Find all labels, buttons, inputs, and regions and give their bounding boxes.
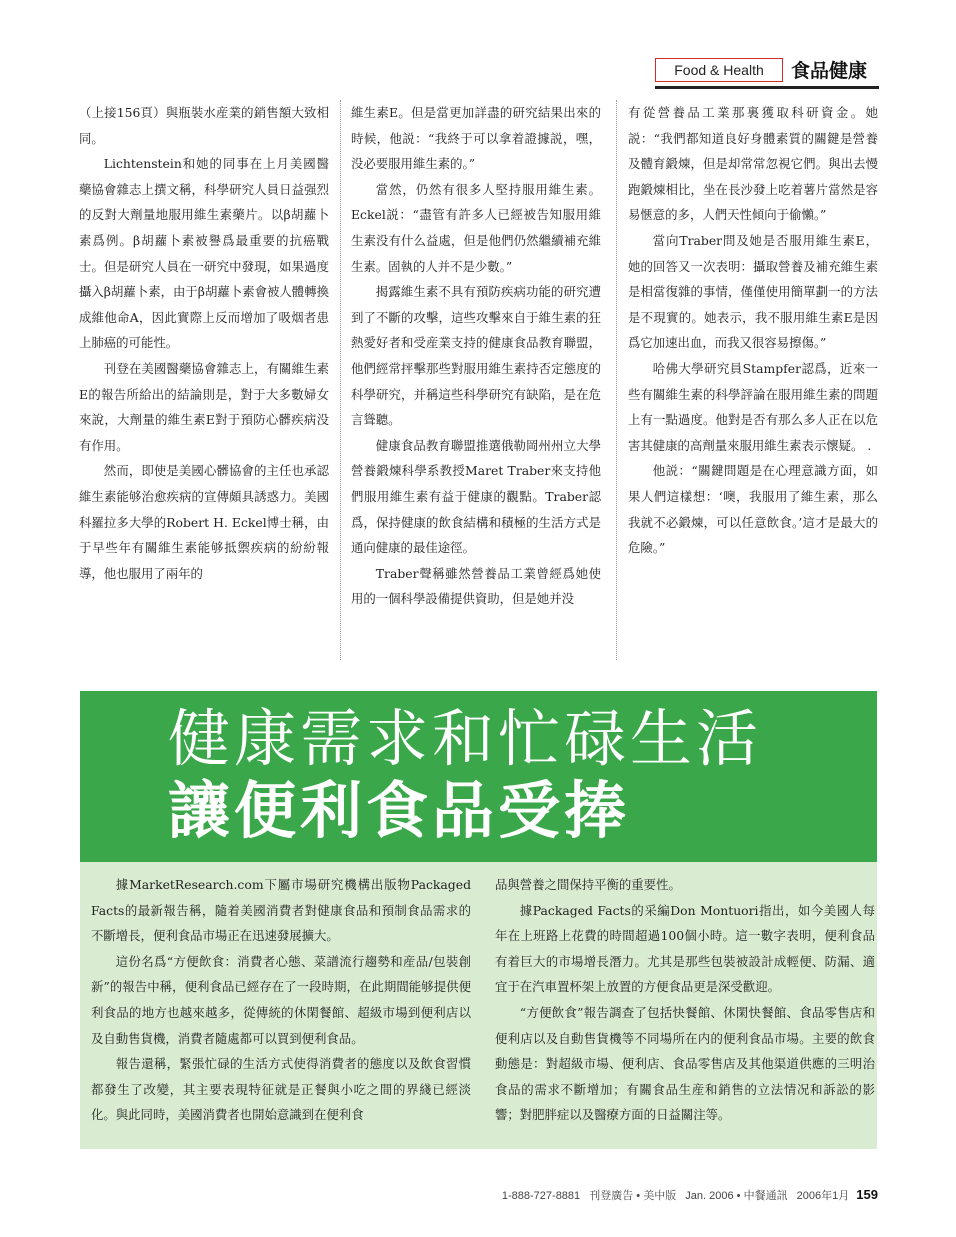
paragraph: 健康食品教育聯盟推選俄勒岡州州立大學營養鍛煉科學系教授Maret Traber來支持他們服用維生素有益于健康的觀點。Traber認爲，保持健康的飲食結構和積極的生活方式是通向健康的最佳途徑。 — [351, 437, 601, 556]
article-column-3 — [628, 100, 878, 561]
paragraph: 據Packaged Facts的采編Don Montuori指出，如今美國人每年在上班路上花費的時間超過100個小時。這一數字表明，便利食品有着巨大的市場增長潛力。尤其是那些包裝被設計成輕便、防漏、適宜于在汽車置杯架上放置的方便食品更是深受歡迎。 — [495, 902, 875, 995]
column-divider — [340, 100, 342, 660]
article-column-2 — [351, 100, 601, 612]
headline-banner — [80, 691, 877, 862]
paragraph: Lichtenstein和她的同事在上月美國醫藥協會雜志上撰文稱，科學研究人員日益强烈的反對大劑量地服用維生素藥片。以β胡蘿卜素爲例。β胡蘿卜素被譽爲最重要的抗癌戰士。但是研究人員在一研究中發現，如果過度攝入β胡蘿卜素，由于β胡蘿卜素會被人體轉換成維他命A，因此實際上反而增加了吸烟者患上肺癌的可能性。 — [79, 156, 329, 351]
paragraph: 哈佛大學研究員Stampfer認爲，近來一些有關維生素的科學評論在服用維生素的問題上有一點過度。他對是否有那么多人正在以危害其健康的高劑量來服用維生素表示懷疑。 . — [628, 360, 878, 453]
column-divider — [616, 100, 618, 660]
footer-publication-2: 中餐通訊 — [743, 1190, 788, 1202]
footer-phone: 1-888-727-8881 — [501, 1190, 581, 1202]
section-header — [655, 58, 879, 84]
paragraph: （上接156頁）與瓶裝水産業的銷售額大致相同。 — [79, 105, 329, 146]
headline-line-1: 健康需求和忙碌生活 — [168, 702, 763, 775]
paragraph: 他説：“關鍵問題是在心理意識方面，如果人們這樣想：‘噢，我服用了維生素，那么我就不必鍛煉，可以任意飲食。’這才是最大的危險。” — [628, 463, 878, 556]
paragraph: Traber聲稱雖然營養品工業曾經爲她使用的一個科學設備提供資助，但是她并没 — [351, 565, 601, 607]
paragraph: 揭露維生素不具有預防疾病功能的研究遭到了不斷的攻擊，這些攻擊來自于維生素的狂熱愛好者和受産業支持的健康食品教育聯盟，他們經常抨擊那些對服用維生素持否定態度的科學研究，并稱這些科學研究有缺陷，是在危言聳聽。 — [351, 284, 601, 428]
headline-line-2: 讓便利食品受捧 — [168, 774, 631, 847]
footer-date-zh: 2006年1月 — [796, 1190, 850, 1202]
paragraph: 品與營養之間保持平衡的重要性。 — [495, 877, 681, 892]
footer-publication: 刊登廣告 • 美中版 — [589, 1190, 677, 1202]
page-number: 159 — [856, 1187, 878, 1202]
footer-date-en: Jan. 2006 — [685, 1190, 734, 1202]
paragraph: 報告還稱，緊張忙碌的生活方式使得消費者的態度以及飲食習慣都發生了改變，其主要表現特征就是正餐與小吃之間的界綫已經淡化。與此同時，美國消費者也開始意識到在便利食 — [91, 1056, 471, 1123]
sidebar-column-1 — [91, 872, 471, 1128]
article-column-1 — [79, 100, 329, 586]
header-rule — [655, 86, 879, 89]
paragraph: 這份名爲“方便飲食：消費者心態、菜譜流行趨勢和産品/包裝創新”的報告中稱，便利食品已經存在了一段時期，在此期間能够提供便利食品的地方也越來越多，從傳統的休閑餐館、超級市場到便利店以及自動售貨機，消費者隨處都可以買到便利食品。 — [91, 953, 471, 1046]
paragraph: 有從營養品工業那裏獲取科研資金。她説：“我們都知道良好身體素質的關鍵是營養及體育鍛煉，但是却常常忽視它們。與出去慢跑鍛煉相比，坐在長沙發上吃着薯片當然是容易愜意的多，人們天性傾向于偷懶。” — [628, 105, 878, 223]
paragraph: 當向Traber問及她是否服用維生素E，她的回答又一次表明：攝取營養及補充維生素是相當復雜的事情，僅僅使用簡單劃一的方法是不現實的。她表示，我不服用維生素E是因爲它加速出血，而我又很容易擦傷。” — [628, 232, 878, 351]
sidebar-column-2 — [495, 872, 875, 1128]
paragraph: 維生素E。但是當更加詳盡的研究結果出來的時候，他説：“我終于可以拿着證據説，嘿，没必要服用維生素的。” — [351, 105, 601, 172]
section-tag-english: Food & Health — [655, 58, 783, 82]
paragraph: 刊登在美國醫藥協會雜志上，有關維生素E的報告所給出的結論則是，對于大多數婦女來說，大劑量的維生素E對于預防心髒疾病没有作用。 — [79, 360, 329, 453]
paragraph: “方便飲食”報告調查了包括快餐館、休閑快餐館、食品零售店和便利店以及自動售貨機等不同場所在内的便利食品市場。主要的飲食動態是：對超級市場、便利店、食品零售店及其他渠道供應的三明治食品的需求不斷增加；有關食品生産和銷售的立法情况和訴訟的影響；對肥胖症以及醫療方面的日益關注等。 — [495, 1004, 875, 1123]
section-title-chinese: 食品健康 — [791, 60, 868, 82]
page-footer — [470, 1187, 878, 1203]
paragraph: 據MarketResearch.com下屬市場研究機構出版物Packaged Facts的最新報告稱，隨着美國消費者對健康食品和預制食品需求的不斷增長，便利食品市場正在迅速發展擴大。 — [91, 877, 471, 944]
paragraph: 然而，即使是美國心髒協會的主任也承認維生素能够治愈疾病的宣傳頗具誘惑力。美國科羅拉多大學的Robert H. Eckel博士稱，由于早些年有關維生素能够抵禦疾病的紛紛報導，他也服用了兩年的 — [79, 463, 329, 581]
footer-bullet: • — [736, 1190, 741, 1202]
paragraph: 當然，仍然有很多人堅持服用維生素。Eckel説：“盡管有許多人已經被告知服用維生素没有什么益處，但是他們仍然繼續補充維生素。固執的人并不是少數。” — [351, 181, 601, 274]
